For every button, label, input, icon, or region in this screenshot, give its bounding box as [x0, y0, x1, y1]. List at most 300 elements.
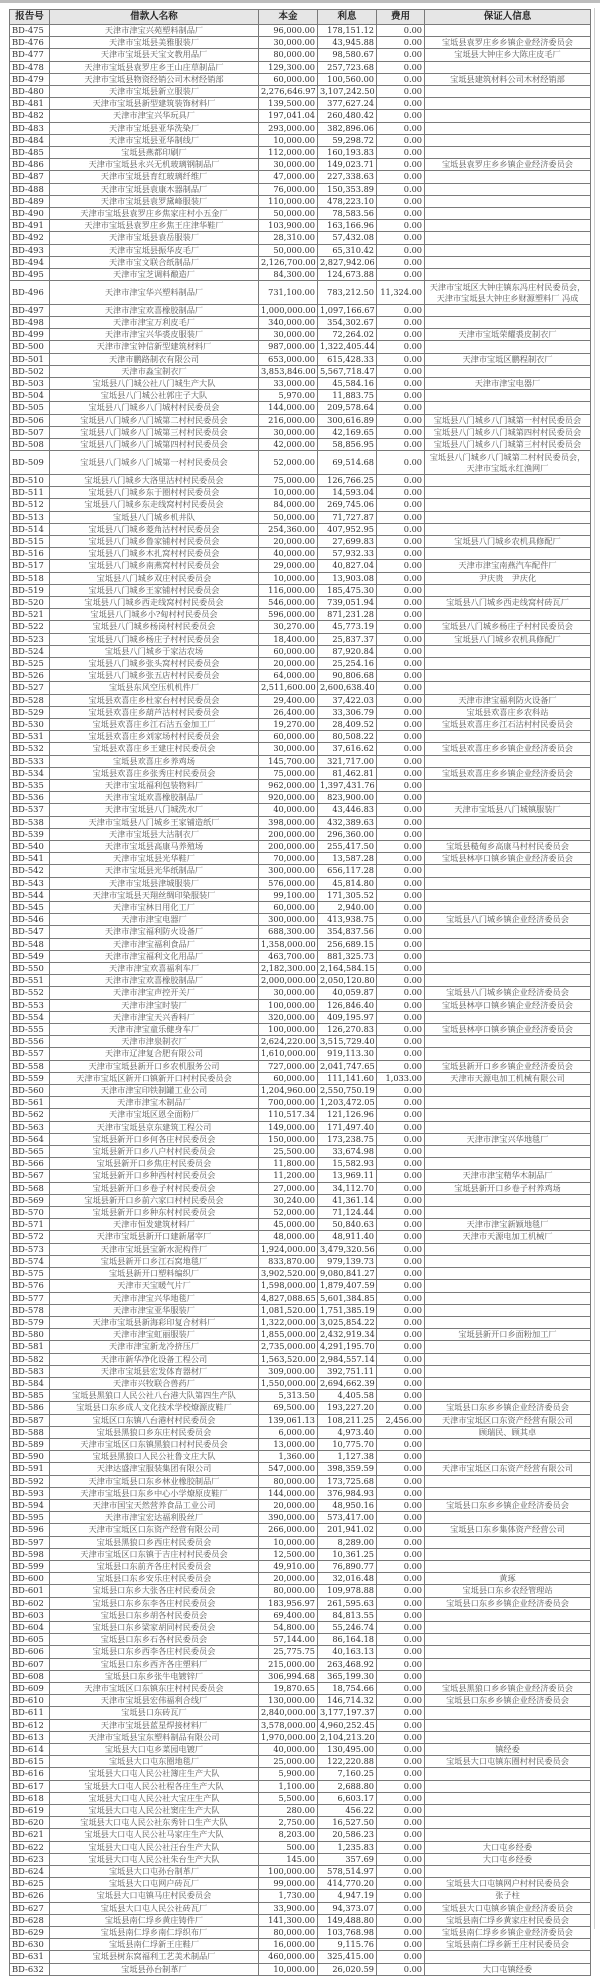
cell-report-no: BD-620 — [10, 1817, 50, 1829]
cell-borrower: 宝坻县八门城乡王家铺村村民委员会 — [50, 584, 259, 596]
cell-guarantor: 宝坻县新开口乡面粉加工厂 — [425, 1329, 591, 1341]
table-row — [10, 1792, 591, 1804]
cell-guarantor: 宝坻县八门城乡杨庄子村村民委员会 — [425, 621, 591, 633]
cell-fees: 0.00 — [377, 1085, 425, 1097]
cell-fees: 0.00 — [377, 353, 425, 365]
cell-principal: 10,000.00 — [259, 1536, 318, 1548]
cell-principal: 60,000.00 — [259, 645, 318, 657]
cell-report-no: BD-527 — [10, 682, 50, 694]
cell-interest: 1,127.38 — [318, 1451, 377, 1463]
cell-fees: 0.00 — [377, 511, 425, 523]
cell-guarantor — [425, 110, 591, 122]
cell-borrower: 宝坻县树东窝福利工艺美术制品厂 — [50, 1951, 259, 1963]
cell-fees: 0.00 — [377, 914, 425, 926]
cell-principal: 99,000.00 — [259, 1878, 318, 1890]
cell-interest: 98,580.67 — [318, 49, 377, 61]
cell-borrower: 宝坻县大口屯人民公社簿庄生产大队 — [50, 1768, 259, 1780]
cell-fees: 0.00 — [377, 877, 425, 889]
cell-borrower: 宝坻县欢喜庄乡王建庄村民委员会 — [50, 743, 259, 755]
cell-report-no: BD-520 — [10, 596, 50, 608]
cell-fees: 0.00 — [377, 1914, 425, 1926]
cell-borrower: 宝坻县大口屯乡菜园电镀厂 — [50, 1744, 259, 1756]
cell-guarantor — [425, 499, 591, 511]
cell-report-no: BD-494 — [10, 256, 50, 268]
cell-fees: 0.00 — [377, 743, 425, 755]
cell-borrower: 天津市津宝欢喜橡胶制品厂 — [50, 975, 259, 987]
cell-fees: 11,324.00 — [377, 281, 425, 305]
cell-fees: 0.00 — [377, 499, 425, 511]
cell-borrower: 天津市宝坻县宝东塑料制品有限公司 — [50, 1731, 259, 1743]
cell-guarantor: 宝坻县口东乡集体资产经营公司 — [425, 1524, 591, 1536]
cell-guarantor — [425, 86, 591, 98]
cell-report-no: BD-598 — [10, 1548, 50, 1560]
cell-principal: 5,500.00 — [259, 1792, 318, 1804]
table-row — [10, 511, 591, 523]
cell-interest: 615,428.33 — [318, 353, 377, 365]
cell-report-no: BD-618 — [10, 1792, 50, 1804]
cell-guarantor: 宝坻县林亭口镇乡镇企业经济委员会 — [425, 999, 591, 1011]
table-row — [10, 1573, 591, 1585]
cell-interest: 124,673.88 — [318, 269, 377, 281]
table-row — [10, 938, 591, 950]
cell-fees: 0.00 — [377, 1573, 425, 1585]
cell-report-no: BD-624 — [10, 1866, 50, 1878]
cell-guarantor — [425, 1097, 591, 1109]
cell-principal: 80,000.00 — [259, 1927, 318, 1939]
cell-principal: 50,000.00 — [259, 511, 318, 523]
cell-fees: 0.00 — [377, 1463, 425, 1475]
cell-report-no: BD-489 — [10, 195, 50, 207]
cell-report-no: BD-496 — [10, 281, 50, 305]
cell-guarantor — [425, 865, 591, 877]
table-row — [10, 816, 591, 828]
cell-guarantor — [425, 244, 591, 256]
cell-guarantor: 天津市宝坻县八门城镇服装厂 — [425, 804, 591, 816]
cell-fees: 0.00 — [377, 474, 425, 486]
cell-principal: 1,204,960.00 — [259, 1085, 318, 1097]
cell-principal: 103,900.00 — [259, 220, 318, 232]
cell-interest: 42,169.65 — [318, 426, 377, 438]
cell-borrower: 天津市宝坻县袁罗黛峰服装厂 — [50, 195, 259, 207]
cell-interest: 76,890.77 — [318, 1560, 377, 1572]
cell-fees: 0.00 — [377, 999, 425, 1011]
cell-guarantor — [425, 1658, 591, 1670]
table-row — [10, 1133, 591, 1145]
table-row — [10, 828, 591, 840]
cell-report-no: BD-519 — [10, 584, 50, 596]
cell-interest: 43,446.83 — [318, 804, 377, 816]
cell-interest: 173,238.75 — [318, 1133, 377, 1145]
cell-borrower: 天津市津宝兴华裘皮服装厂 — [50, 329, 259, 341]
table-row — [10, 61, 591, 73]
cell-guarantor: 宝坻县糙甸乡高康马村村民委员会 — [425, 840, 591, 852]
table-row — [10, 73, 591, 85]
table-row — [10, 865, 591, 877]
cell-principal: 144,000.00 — [259, 1487, 318, 1499]
cell-guarantor — [425, 1731, 591, 1743]
cell-report-no: BD-584 — [10, 1377, 50, 1389]
cell-report-no: BD-506 — [10, 414, 50, 426]
cell-borrower: 宝坻县口东乡西齐各庄塑料厂 — [50, 1658, 259, 1670]
cell-principal: 2,750.00 — [259, 1817, 318, 1829]
table-row — [10, 1402, 591, 1414]
table-row — [10, 1963, 591, 1975]
cell-guarantor: 天津市津宝电器厂 — [425, 378, 591, 390]
cell-borrower: 宝坻县大口屯人民公社汪台生产大队 — [50, 1841, 259, 1853]
cell-interest: 3,479,320.56 — [318, 1243, 377, 1255]
cell-interest: 86,164.18 — [318, 1634, 377, 1646]
cell-fees: 0.00 — [377, 1133, 425, 1145]
table-row — [10, 1817, 591, 1829]
table-row — [10, 767, 591, 779]
cell-fees: 0.00 — [377, 487, 425, 499]
cell-guarantor — [425, 256, 591, 268]
cell-principal: 987,000.00 — [259, 341, 318, 353]
table-row — [10, 706, 591, 718]
cell-principal: 1,550,000.00 — [259, 1377, 318, 1389]
cell-guarantor — [425, 682, 591, 694]
cell-principal: 920,000.00 — [259, 792, 318, 804]
table-row — [10, 474, 591, 486]
cell-report-no: BD-577 — [10, 1292, 50, 1304]
cell-principal: 110,000.00 — [259, 195, 318, 207]
cell-guarantor — [425, 1438, 591, 1450]
table-row — [10, 1194, 591, 1206]
cell-interest: 32,016.48 — [318, 1573, 377, 1585]
cell-interest: 108,211.25 — [318, 1414, 377, 1426]
table-row — [10, 439, 591, 451]
cell-fees: 0.00 — [377, 159, 425, 171]
cell-borrower: 宝坻县大口屯东圈地毯厂 — [50, 1756, 259, 1768]
cell-fees: 0.00 — [377, 1219, 425, 1231]
cell-guarantor: 宝坻县大口屯镇乡镇企业经济委员会 — [425, 1902, 591, 1914]
cell-report-no: BD-596 — [10, 1524, 50, 1536]
cell-fees: 0.00 — [377, 1756, 425, 1768]
cell-borrower: 宝坻县新开口乡前六家口村村民委员会 — [50, 1194, 259, 1206]
cell-principal: 139,061.13 — [259, 1414, 318, 1426]
cell-guarantor — [425, 1207, 591, 1219]
cell-fees: 0.00 — [377, 645, 425, 657]
cell-interest: 2,984,557.14 — [318, 1353, 377, 1365]
cell-report-no: BD-608 — [10, 1670, 50, 1682]
cell-fees: 0.00 — [377, 938, 425, 950]
cell-principal: 2,735,000.00 — [259, 1341, 318, 1353]
cell-principal: 116,000.00 — [259, 584, 318, 596]
cell-borrower: 宝坻县欢喜庄乡张秀庄村民委员会 — [50, 767, 259, 779]
cell-borrower: 天津市国宝天然营养食品工业公司 — [50, 1499, 259, 1511]
table-row — [10, 1499, 591, 1511]
cell-interest: 456.22 — [318, 1805, 377, 1817]
cell-interest: 255,417.50 — [318, 840, 377, 852]
table-row — [10, 159, 591, 171]
cell-borrower: 宝坻县八门城乡张头窝村村民委员会 — [50, 657, 259, 669]
cell-report-no: BD-518 — [10, 572, 50, 584]
cell-borrower: 宝坻县口东砖瓦厂 — [50, 1707, 259, 1719]
cell-fees: 0.00 — [377, 584, 425, 596]
table-row — [10, 1841, 591, 1853]
table-row — [10, 183, 591, 195]
cell-interest: 11,883.75 — [318, 390, 377, 402]
cell-interest: 41,361.14 — [318, 1194, 377, 1206]
cell-guarantor: 大口屯乡经委 — [425, 1853, 591, 1865]
cell-borrower: 宝坻县大口屯人民公社东秀针口生产大队 — [50, 1817, 259, 1829]
cell-interest: 325,415.00 — [318, 1951, 377, 1963]
cell-interest: 111,141.60 — [318, 1072, 377, 1084]
cell-guarantor — [425, 1634, 591, 1646]
cell-report-no: BD-607 — [10, 1658, 50, 1670]
cell-fees: 0.00 — [377, 1243, 425, 1255]
table-row — [10, 1829, 591, 1841]
cell-fees: 0.00 — [377, 1475, 425, 1487]
cell-interest: 71,124.44 — [318, 1207, 377, 1219]
cell-interest: 2,432,919.34 — [318, 1329, 377, 1341]
cell-principal: 1,924,000.00 — [259, 1243, 318, 1255]
cell-interest: 823,900.00 — [318, 792, 377, 804]
table-row — [10, 1341, 591, 1353]
cell-fees: 0.00 — [377, 451, 425, 475]
cell-principal: 398,000.00 — [259, 816, 318, 828]
cell-borrower: 宝坻县口东乡东李各庄村民委员会 — [50, 1597, 259, 1609]
cell-fees: 0.00 — [377, 439, 425, 451]
cell-guarantor: 宝坻县口东乡乡镇企业经济委员会 — [425, 1597, 591, 1609]
cell-report-no: BD-580 — [10, 1329, 50, 1341]
cell-principal: 2,840,000.00 — [259, 1707, 318, 1719]
cell-borrower: 宝坻县口东乡张牛电镀锌厂 — [50, 1670, 259, 1682]
cell-guarantor: 天津市津宝精华木制品厂 — [425, 1170, 591, 1182]
cell-guarantor — [425, 1560, 591, 1572]
cell-report-no: BD-549 — [10, 950, 50, 962]
cell-borrower: 宝坻县八门城乡八门城第二村村民委员会 — [50, 414, 259, 426]
cell-report-no: BD-617 — [10, 1780, 50, 1792]
cell-guarantor: 宝坻县大口屯镇东圈村村民委员会 — [425, 1756, 591, 1768]
cell-guarantor — [425, 1951, 591, 1963]
table-row — [10, 560, 591, 572]
cell-fees: 2,456.00 — [377, 1414, 425, 1426]
cell-borrower: 宝坻县八门城乡西走线窝村村民委员会 — [50, 596, 259, 608]
cell-guarantor — [425, 1255, 591, 1267]
cell-report-no: BD-539 — [10, 828, 50, 840]
cell-guarantor — [425, 1475, 591, 1487]
cell-interest: 13,903.08 — [318, 572, 377, 584]
cell-fees: 0.00 — [377, 1426, 425, 1438]
table-row — [10, 414, 591, 426]
table-row — [10, 902, 591, 914]
cell-fees: 0.00 — [377, 220, 425, 232]
cell-principal: 20,000.00 — [259, 657, 318, 669]
cell-borrower: 天津市津泉制衣厂 — [50, 1036, 259, 1048]
cell-guarantor — [425, 474, 591, 486]
cell-guarantor — [425, 171, 591, 183]
cell-guarantor — [425, 779, 591, 791]
cell-fees: 0.00 — [377, 987, 425, 999]
cell-borrower: 宝坻县孙台制革厂 — [50, 1963, 259, 1975]
table-row — [10, 596, 591, 608]
cell-interest: 1,751,385.19 — [318, 1304, 377, 1316]
table-row — [10, 353, 591, 365]
cell-interest: 65,310.42 — [318, 244, 377, 256]
cell-borrower: 宝坻县大口屯人民公社程各庄生产大队 — [50, 1780, 259, 1792]
cell-fees: 0.00 — [377, 535, 425, 547]
table-row — [10, 1390, 591, 1402]
cell-report-no: BD-593 — [10, 1487, 50, 1499]
cell-interest: 1,235.83 — [318, 1841, 377, 1853]
table-row — [10, 877, 591, 889]
cell-fees: 0.00 — [377, 548, 425, 560]
table-row — [10, 682, 591, 694]
cell-borrower: 宝坻县新开口乡种西村村民委员会 — [50, 1170, 259, 1182]
cell-guarantor — [425, 1768, 591, 1780]
cell-borrower: 宝坻县黑狼口乡东庄村民委员会 — [50, 1426, 259, 1438]
cell-interest: 3,025,854.22 — [318, 1316, 377, 1328]
cell-fees: 0.00 — [377, 1292, 425, 1304]
cell-borrower: 天津市宝坻县大沽制衣厂 — [50, 828, 259, 840]
cell-borrower: 天津市津宝福利食品厂 — [50, 938, 259, 950]
cell-principal: 727,000.00 — [259, 1060, 318, 1072]
cell-borrower: 宝坻县八门城乡鲁家铺村村民委员会 — [50, 535, 259, 547]
cell-fees: 0.00 — [377, 317, 425, 329]
cell-fees: 0.00 — [377, 1963, 425, 1975]
cell-principal: 48,000.00 — [259, 1231, 318, 1243]
cell-guarantor — [425, 1036, 591, 1048]
cell-interest: 13,969.11 — [318, 1170, 377, 1182]
cell-fees: 0.00 — [377, 1487, 425, 1499]
cell-principal: 80,000.00 — [259, 49, 318, 61]
cell-fees: 0.00 — [377, 1695, 425, 1707]
cell-principal: 129,300.00 — [259, 61, 318, 73]
cell-report-no: BD-508 — [10, 439, 50, 451]
table-row — [10, 281, 591, 305]
cell-principal: 99,100.00 — [259, 889, 318, 901]
cell-principal: 460,000.00 — [259, 1951, 318, 1963]
cell-report-no: BD-515 — [10, 535, 50, 547]
cell-fees: 0.00 — [377, 256, 425, 268]
cell-fees: 0.00 — [377, 195, 425, 207]
cell-interest: 414,770.20 — [318, 1878, 377, 1890]
cell-interest: 392,751.11 — [318, 1365, 377, 1377]
cell-guarantor — [425, 317, 591, 329]
cell-fees: 0.00 — [377, 1658, 425, 1670]
cell-borrower: 宝坻县口东乡梁家胡同村民委员会 — [50, 1621, 259, 1633]
cell-guarantor — [425, 1719, 591, 1731]
cell-guarantor — [425, 1390, 591, 1402]
cell-interest: 149,023.71 — [318, 159, 377, 171]
cell-fees: 0.00 — [377, 122, 425, 134]
cell-guarantor — [425, 1536, 591, 1548]
cell-interest: 365,199.30 — [318, 1670, 377, 1682]
cell-borrower: 宝坻县八门城乡机井队 — [50, 511, 259, 523]
cell-principal: 26,400.00 — [259, 706, 318, 718]
cell-guarantor: 大口屯镇经委 — [425, 1963, 591, 1975]
cell-principal: 29,400.00 — [259, 694, 318, 706]
table-row — [10, 49, 591, 61]
cell-borrower: 宝坻县八门城乡东走线窝村村民委员会 — [50, 499, 259, 511]
cell-guarantor: 黄琢 — [425, 1573, 591, 1585]
cell-fees: 0.00 — [377, 110, 425, 122]
cell-report-no: BD-570 — [10, 1207, 50, 1219]
cell-borrower: 天津市宝坻县八门城乡王家铺造纸厂 — [50, 816, 259, 828]
cell-guarantor — [425, 938, 591, 950]
cell-principal: 40,000.00 — [259, 804, 318, 816]
cell-interest: 376,984.93 — [318, 1487, 377, 1499]
table-row — [10, 208, 591, 220]
cell-borrower: 宝坻县大口屯人民公社大宝庄生产队 — [50, 1792, 259, 1804]
cell-principal: 547,000.00 — [259, 1463, 318, 1475]
cell-guarantor — [425, 1158, 591, 1170]
cell-fees: 0.00 — [377, 804, 425, 816]
cell-guarantor: 天津市宝坻荣耀裘皮制衣厂 — [425, 329, 591, 341]
cell-guarantor: 宝坻县口东乡乡镇企业经济委员会 — [425, 1695, 591, 1707]
cell-report-no: BD-558 — [10, 1060, 50, 1072]
cell-interest: 59,298.72 — [318, 134, 377, 146]
cell-report-no: BD-541 — [10, 853, 50, 865]
cell-fees: 0.00 — [377, 1621, 425, 1633]
cell-principal: 16,000.00 — [259, 1939, 318, 1951]
cell-fees: 0.00 — [377, 25, 425, 37]
cell-principal: 280.00 — [259, 1805, 318, 1817]
cell-fees: 0.00 — [377, 621, 425, 633]
cell-report-no: BD-621 — [10, 1829, 50, 1841]
cell-fees: 0.00 — [377, 1768, 425, 1780]
cell-guarantor: 宝坻县新开口乡卷子村养鸡场 — [425, 1182, 591, 1194]
cell-guarantor — [425, 1365, 591, 1377]
cell-guarantor — [425, 1243, 591, 1255]
cell-principal: 5,970.00 — [259, 390, 318, 402]
cell-guarantor — [425, 195, 591, 207]
cell-borrower: 宝坻县欢喜庄乡葫芦沽村村民委员会 — [50, 706, 259, 718]
table-row — [10, 122, 591, 134]
cell-guarantor — [425, 1048, 591, 1060]
cell-interest: 185,475.30 — [318, 584, 377, 596]
cell-fees: 0.00 — [377, 244, 425, 256]
cell-interest: 72,264.02 — [318, 329, 377, 341]
table-row — [10, 256, 591, 268]
cell-interest: 2,164,584.15 — [318, 963, 377, 975]
cell-interest: 2,041,747.65 — [318, 1060, 377, 1072]
cell-report-no: BD-612 — [10, 1719, 50, 1731]
cell-interest: 209,578.64 — [318, 402, 377, 414]
table-row — [10, 378, 591, 390]
table-row — [10, 1255, 591, 1267]
cell-borrower: 天津市新华净化设备工程公司 — [50, 1353, 259, 1365]
cell-guarantor — [425, 1316, 591, 1328]
cell-borrower: 天津市宝坻县振华皮毛厂 — [50, 244, 259, 256]
cell-interest: 227,338.63 — [318, 171, 377, 183]
cell-borrower: 宝坻县黑狼口人民公社鲁文庄大队 — [50, 1451, 259, 1463]
cell-interest: 260,480.42 — [318, 110, 377, 122]
cell-report-no: BD-623 — [10, 1853, 50, 1865]
cell-report-no: BD-504 — [10, 390, 50, 402]
cell-interest: 4,291,195.70 — [318, 1341, 377, 1353]
table-row — [10, 694, 591, 706]
cell-guarantor — [425, 963, 591, 975]
cell-principal: 197,041.04 — [259, 110, 318, 122]
cell-principal: 254,360.00 — [259, 523, 318, 535]
cell-guarantor — [425, 1707, 591, 1719]
cell-borrower: 天津市津宝兴华地毯厂 — [50, 1292, 259, 1304]
cell-fees: 0.00 — [377, 1634, 425, 1646]
cell-principal: 2,000,000.00 — [259, 975, 318, 987]
cell-guarantor — [425, 609, 591, 621]
cell-interest: 20,586.23 — [318, 1829, 377, 1841]
cell-report-no: BD-606 — [10, 1646, 50, 1658]
table-row — [10, 98, 591, 110]
cell-interest: 407,952.95 — [318, 523, 377, 535]
cell-interest: 171,305.52 — [318, 889, 377, 901]
cell-report-no: BD-488 — [10, 183, 50, 195]
cell-borrower: 天津市津宝声控开关厂 — [50, 987, 259, 999]
cell-interest: 37,422.03 — [318, 694, 377, 706]
table-row — [10, 1597, 591, 1609]
